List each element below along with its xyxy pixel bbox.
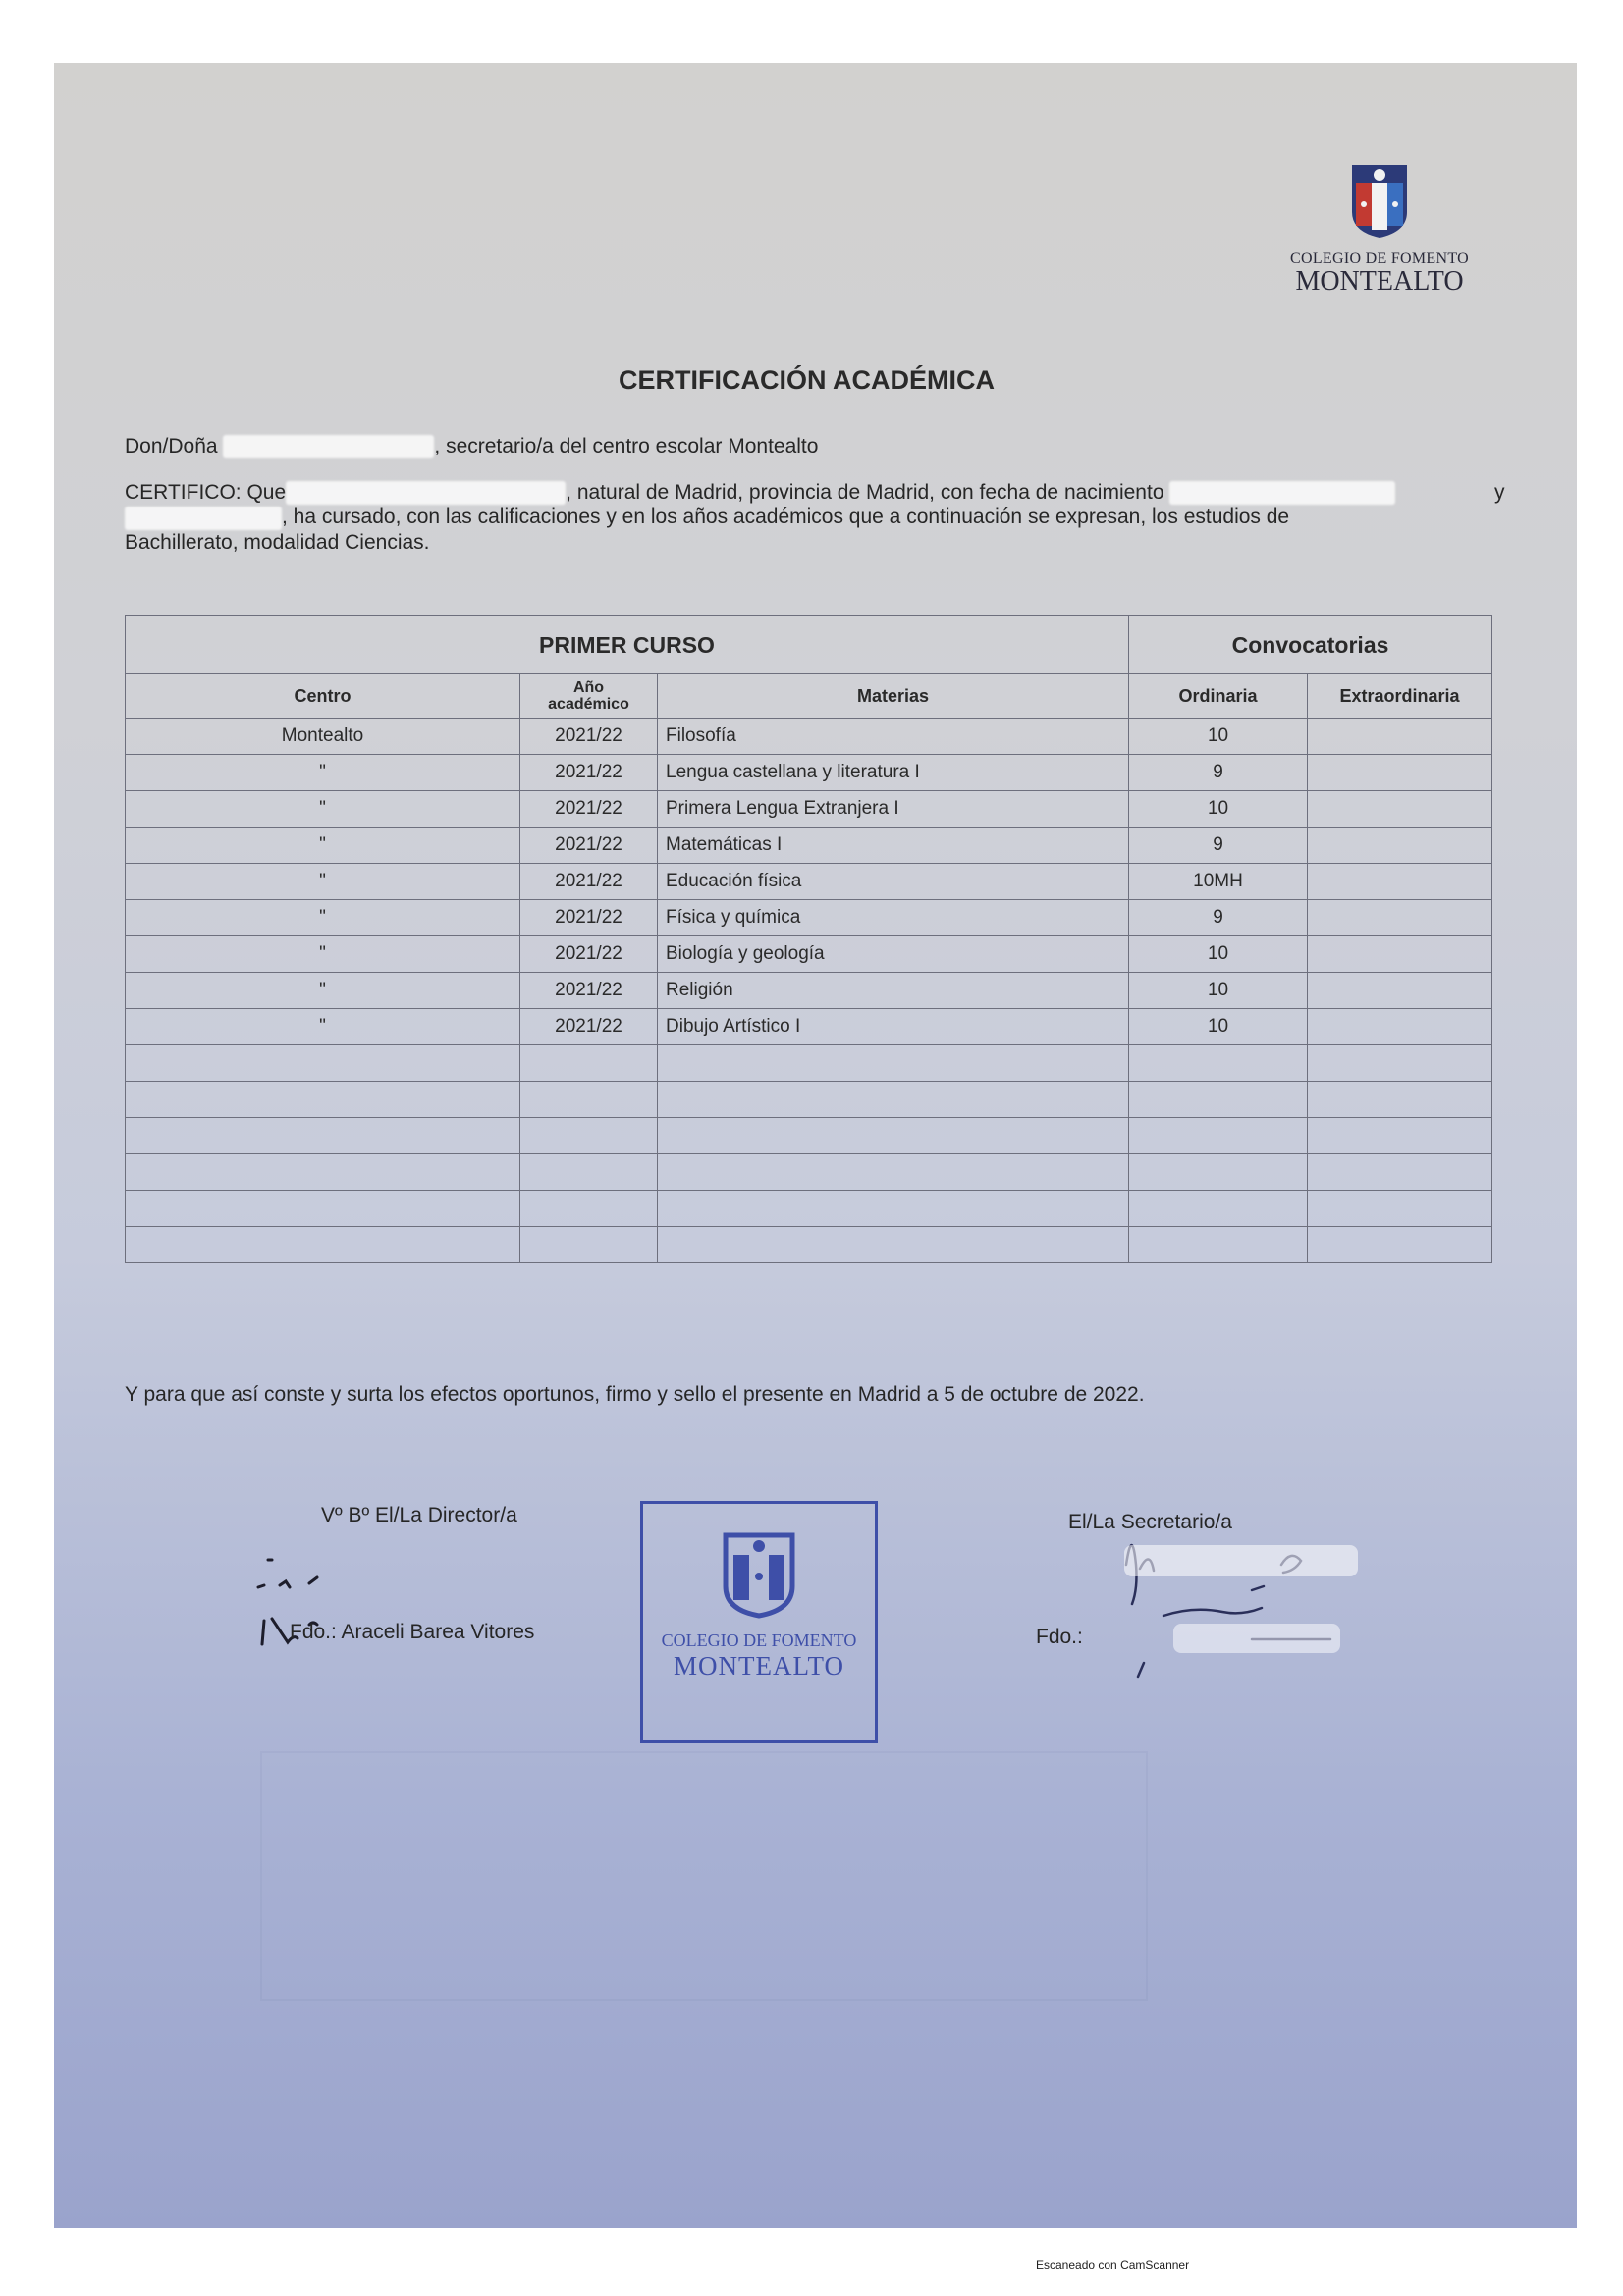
cell-ordinaria: [1129, 1191, 1308, 1227]
cell-centro: [126, 1118, 520, 1154]
cell-anio: [520, 1227, 658, 1263]
cell-extraordinaria: [1308, 1227, 1492, 1263]
certifico-y: y: [1494, 481, 1505, 504]
cell-materia: [658, 1154, 1129, 1191]
cell-extraordinaria: [1308, 936, 1492, 973]
cell-materia: [658, 1227, 1129, 1263]
col-anio: [520, 674, 658, 719]
secretary-label: El/La Secretario/a: [1068, 1511, 1232, 1533]
course-title: PRIMER CURSO: [126, 616, 1129, 674]
secretary-signed: Fdo.:: [1036, 1626, 1083, 1648]
cell-centro: ": [126, 900, 520, 936]
cell-extraordinaria: [1308, 719, 1492, 755]
document-page: [54, 63, 1577, 2228]
show-through-ghost-area: [260, 1751, 1148, 2001]
table-row-empty: [126, 1118, 1492, 1154]
cell-centro: [126, 1154, 520, 1191]
cell-ordinaria: 10: [1129, 791, 1308, 828]
table-row-empty: [126, 1227, 1492, 1263]
cell-extraordinaria: [1308, 864, 1492, 900]
col-centro: Centro: [126, 674, 520, 719]
stamp-crest-icon: [720, 1529, 798, 1620]
cell-extraordinaria: [1308, 1045, 1492, 1082]
cell-centro: [126, 1045, 520, 1082]
certifico-line3: Bachillerato, modalidad Ciencias.: [125, 530, 430, 554]
director-signed: Fdo.: Araceli Barea Vitores: [290, 1621, 535, 1643]
cell-centro: [126, 1227, 520, 1263]
col-materias: Materias: [658, 674, 1129, 719]
cell-centro: ": [126, 755, 520, 791]
cell-anio: 2021/22: [520, 900, 658, 936]
cell-anio: [520, 1082, 658, 1118]
cell-anio: [520, 1045, 658, 1082]
cell-anio: [520, 1154, 658, 1191]
cell-ordinaria: [1129, 1045, 1308, 1082]
school-stamp: [640, 1501, 878, 1743]
cell-ordinaria: 10MH: [1129, 864, 1308, 900]
logo-line-big: MONTEALTO: [1295, 266, 1464, 296]
cell-extraordinaria: [1308, 1191, 1492, 1227]
cell-anio: 2021/22: [520, 936, 658, 973]
table-row: [126, 973, 1492, 1009]
cell-extraordinaria: [1308, 828, 1492, 864]
cell-materia: Lengua castellana y literatura I: [658, 755, 1129, 791]
certifico-label: CERTIFICO: Que: [125, 481, 287, 504]
cell-extraordinaria: [1308, 973, 1492, 1009]
crest-icon: [1348, 161, 1411, 240]
table-row: [126, 791, 1492, 828]
col-anio-line1: Año: [572, 679, 605, 696]
cell-materia: Educación física: [658, 864, 1129, 900]
cell-centro: [126, 1191, 520, 1227]
cell-materia: Dibujo Artístico I: [658, 1009, 1129, 1045]
cell-centro: ": [126, 936, 520, 973]
cell-materia: [658, 1045, 1129, 1082]
cell-materia: Biología y geología: [658, 936, 1129, 973]
cell-centro: ": [126, 864, 520, 900]
cell-materia: Matemáticas I: [658, 828, 1129, 864]
cell-extraordinaria: [1308, 791, 1492, 828]
cell-anio: 2021/22: [520, 1009, 658, 1045]
stamp-line-small: COLEGIO DE FOMENTO: [661, 1630, 857, 1650]
redacted-birthdate-cont: [125, 507, 282, 530]
cell-materia: Primera Lengua Extranjera I: [658, 791, 1129, 828]
table-row-empty: [126, 1045, 1492, 1082]
table-row-empty: [126, 1082, 1492, 1118]
certifico-paragraph: [125, 480, 1505, 555]
director-label: Vº Bº El/La Director/a: [321, 1504, 517, 1526]
closing-statement: Y para que así conste y surta los efectos oportunos, firmo y sello el presente en Madrid a 5 de octubre de 2022.: [125, 1383, 1145, 1406]
redacted-student: [286, 481, 566, 505]
logo-line-small: COLEGIO DE FOMENTO: [1290, 250, 1469, 267]
cell-extraordinaria: [1308, 900, 1492, 936]
cell-ordinaria: 9: [1129, 900, 1308, 936]
certifico-line2: , ha cursado, con las calificaciones y en los años académicos que a continuación se expresan, los estudios de: [282, 506, 1290, 529]
cell-materia: Filosofía: [658, 719, 1129, 755]
table-row-empty: [126, 1154, 1492, 1191]
table-row: [126, 755, 1492, 791]
cell-ordinaria: 10: [1129, 973, 1308, 1009]
redacted-birthdate: [1169, 481, 1395, 505]
cell-anio: 2021/22: [520, 973, 658, 1009]
cell-anio: 2021/22: [520, 719, 658, 755]
table-row: [126, 1009, 1492, 1045]
cell-ordinaria: 9: [1129, 755, 1308, 791]
table-row: [126, 828, 1492, 864]
cell-ordinaria: 10: [1129, 936, 1308, 973]
cell-materia: Física y química: [658, 900, 1129, 936]
col-ordinaria: Ordinaria: [1129, 674, 1308, 719]
convocatorias-title: Convocatorias: [1129, 616, 1492, 674]
cell-ordinaria: [1129, 1227, 1308, 1263]
don-line: [125, 434, 818, 458]
cell-centro: Montealto: [126, 719, 520, 755]
cell-centro: ": [126, 828, 520, 864]
col-anio-line2: académico: [548, 696, 629, 713]
cell-materia: [658, 1191, 1129, 1227]
cell-extraordinaria: [1308, 1009, 1492, 1045]
cell-extraordinaria: [1308, 1082, 1492, 1118]
cell-anio: [520, 1191, 658, 1227]
cell-anio: [520, 1118, 658, 1154]
cell-ordinaria: [1129, 1154, 1308, 1191]
don-label: Don/Doña: [125, 435, 218, 457]
cell-ordinaria: 9: [1129, 828, 1308, 864]
grades-table: [125, 615, 1492, 1263]
cell-ordinaria: [1129, 1082, 1308, 1118]
cell-extraordinaria: [1308, 755, 1492, 791]
cell-extraordinaria: [1308, 1118, 1492, 1154]
certifico-mid: , natural de Madrid, provincia de Madrid, con fecha de nacimiento: [566, 481, 1164, 504]
cell-ordinaria: 10: [1129, 719, 1308, 755]
col-extraordinaria: Extraordinaria: [1308, 674, 1492, 719]
document-title: CERTIFICACIÓN ACADÉMICA: [619, 365, 995, 395]
cell-anio: 2021/22: [520, 864, 658, 900]
don-rest: , secretario/a del centro escolar Montealto: [434, 435, 819, 457]
school-logo: [1267, 161, 1492, 297]
cell-materia: [658, 1082, 1129, 1118]
cell-materia: [658, 1118, 1129, 1154]
redacted-name: [223, 435, 434, 458]
table-row: [126, 900, 1492, 936]
cell-centro: [126, 1082, 520, 1118]
table-row: [126, 864, 1492, 900]
cell-centro: ": [126, 973, 520, 1009]
cell-centro: ": [126, 791, 520, 828]
cell-materia: Religión: [658, 973, 1129, 1009]
cell-extraordinaria: [1308, 1154, 1492, 1191]
stamp-line-big: MONTEALTO: [673, 1651, 844, 1681]
cell-ordinaria: 10: [1129, 1009, 1308, 1045]
table-row-empty: [126, 1191, 1492, 1227]
cell-anio: 2021/22: [520, 828, 658, 864]
cell-anio: 2021/22: [520, 755, 658, 791]
table-row: [126, 719, 1492, 755]
cell-centro: ": [126, 1009, 520, 1045]
table-row: [126, 936, 1492, 973]
cell-ordinaria: [1129, 1118, 1308, 1154]
secretary-signature-icon: [1055, 1467, 1370, 1692]
scanner-watermark: Escaneado con CamScanner: [1036, 2258, 1190, 2271]
cell-anio: 2021/22: [520, 791, 658, 828]
